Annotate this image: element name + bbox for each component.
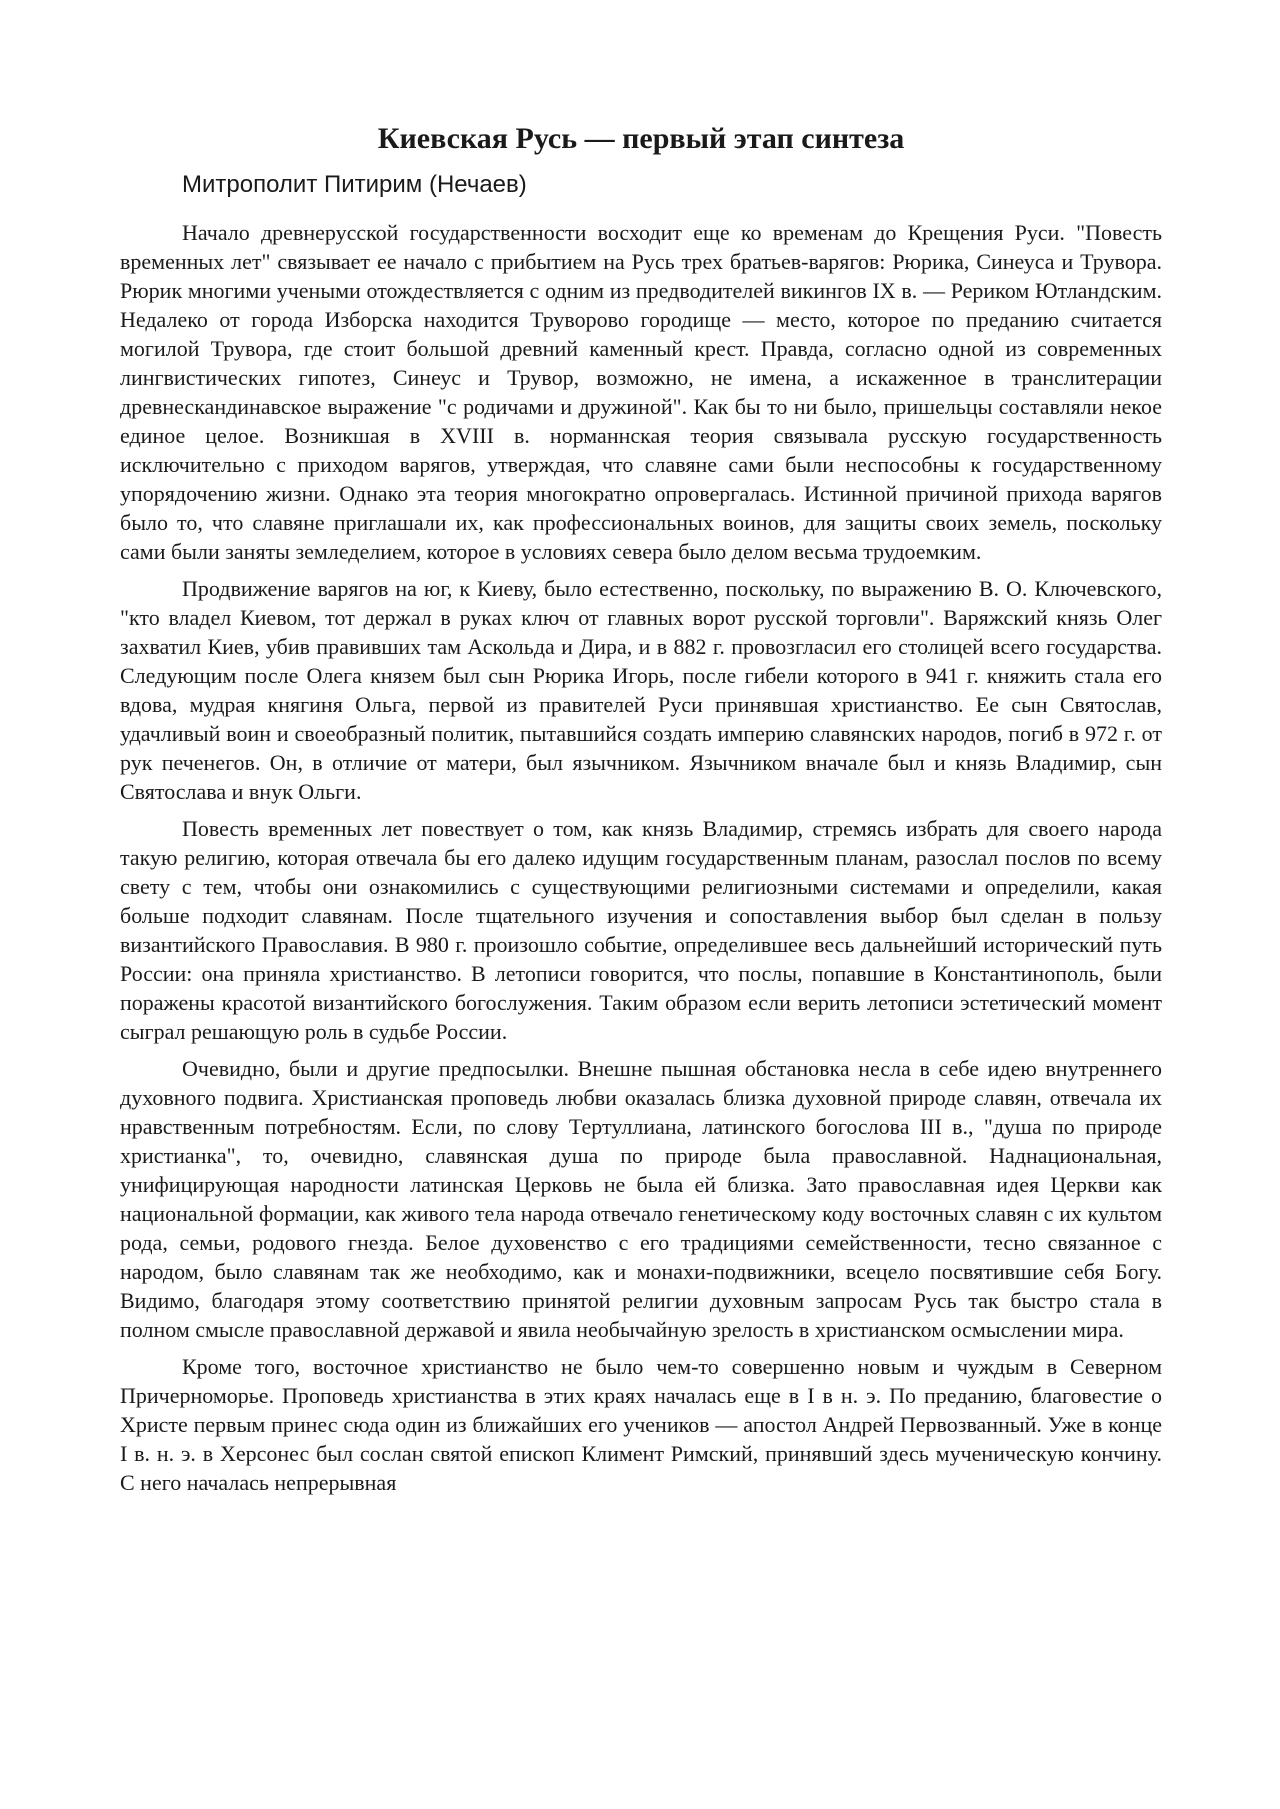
document-author: Митрополит Питирим (Нечаев) bbox=[182, 171, 527, 198]
paragraph-4: Очевидно, были и другие предпосылки. Внешне пышная обстановка несла в себе идею внутреннего духовного подвига. Христианская проповедь любви оказалась близка духовной природе славян, отвечала их нравственным потребностям. Если, по слову Тертуллиана, латинского богослова III в., "душа по природе христианка", то, очевидно, славянская душа по природе была православной. Наднациональная, унифицирующая народности латинская Церковь не была ей близка. Зато православная идея Церкви как национальной формации, как живого тела народа отвечало генетическому коду восточных славян с их культом рода, семьи, родового гнезда. Белое духовенство с его традициями семейственности, тесно связанное с народом, было славянам так же необходимо, как и монахи-подвижники, всецело посвятившие себя Богу. Видимо, благодаря этому соответствию принятой религии духовным запросам Русь так быстро стала в полном смысле православной державой и явила необычайную зрелость в христианском осмыслении мира. bbox=[120, 1056, 1162, 1342]
paragraph-2: Продвижение варягов на юг, к Киеву, было естественно, поскольку, по выражению В. О. Ключевского, "кто владел Киевом, тот держал в руках ключ от главных ворот русской торговли". Варяжский князь Олег захватил Киев, убив правивших там Аскольда и Дира, и в 882 г. провозгласил его столицей всего государства. Следующим после Олега князем был сын Рюрика Игорь, после гибели которого в 941 г. княжить стала его вдова, мудрая княгиня Ольга, первой из правителей Руси принявшая христианство. Ее сын Святослав, удачливый воин и своеобразный политик, пытавшийся создать империю славянских народов, погиб в 972 г. от рук печенегов. Он, в отличие от матери, был язычником. Язычником вначале был и князь Владимир, сын Святослава и внук Ольги. bbox=[120, 576, 1162, 804]
paragraph-5: Кроме того, восточное христианство не было чем-то совершенно новым и чуждым в Северном Причерноморье. Проповедь христианства в этих краях началась еще в I в н. э. По преданию, благовестие о Христе первым принес сюда один из ближайших его учеников — апостол Андрей Первозванный. Уже в конце I в. н. э. в Херсонес был сослан святой епископ Климент Римский, принявший здесь мученическую кончину. С него началась непрерывная bbox=[120, 1354, 1162, 1495]
document-page bbox=[120, 118, 1162, 1505]
document-title: Киевская Русь — первый этап синтеза bbox=[377, 122, 905, 155]
paragraph-3: Повесть временных лет повествует о том, как князь Владимир, стремясь избрать для своего народа такую религию, которая отвечала бы его далеко идущим государственным планам, разослал послов по всему свету с тем, чтобы они ознакомились с существующими религиозными системами и определили, какая больше подходит славянам. После тщательного изучения и сопоставления выбор был сделан в пользу византийского Православия. В 980 г. произошло событие, определившее весь дальнейший исторический путь России: она приняла христианство. В летописи говорится, что послы, попавшие в Константинополь, были поражены красотой византийского богослужения. Таким образом если верить летописи эстетический момент сыграл решающую роль в судьбе России. bbox=[120, 816, 1162, 1044]
paragraph-1: Начало древнерусской государственности восходит еще ко временам до Крещения Руси. "Повесть временных лет" связывает ее начало с прибытием на Русь трех братьев-варягов: Рюрика, Синеуса и Трувора. Рюрик многими учеными отождествляется с одним из предводителей викингов IX в. — Рериком Ютландским. Недалеко от города Изборска находится Труворово городище — место, которое по преданию считается могилой Трувора, где стоит большой древний каменный крест. Правда, согласно одной из современных лингвистических гипотез, Синеус и Трувор, возможно, не имена, а искаженное в транслитерации древнескандинавское выражение "с родичами и дружиной". Как бы то ни было, пришельцы составляли некое единое целое. Возникшая в XVIII в. норманнская теория связывала русскую государственность исключительно с приходом варягов, утверждая, что славяне сами были неспособны к государственному упорядочению жизни. Однако эта теория многократно опровергалась. Истинной причиной прихода варягов было то, что славяне приглашали их, как профессиональных воинов, для защиты своих земель, поскольку сами были заняты земледелием, которое в условиях севера было делом весьма трудоемким. bbox=[120, 220, 1162, 564]
